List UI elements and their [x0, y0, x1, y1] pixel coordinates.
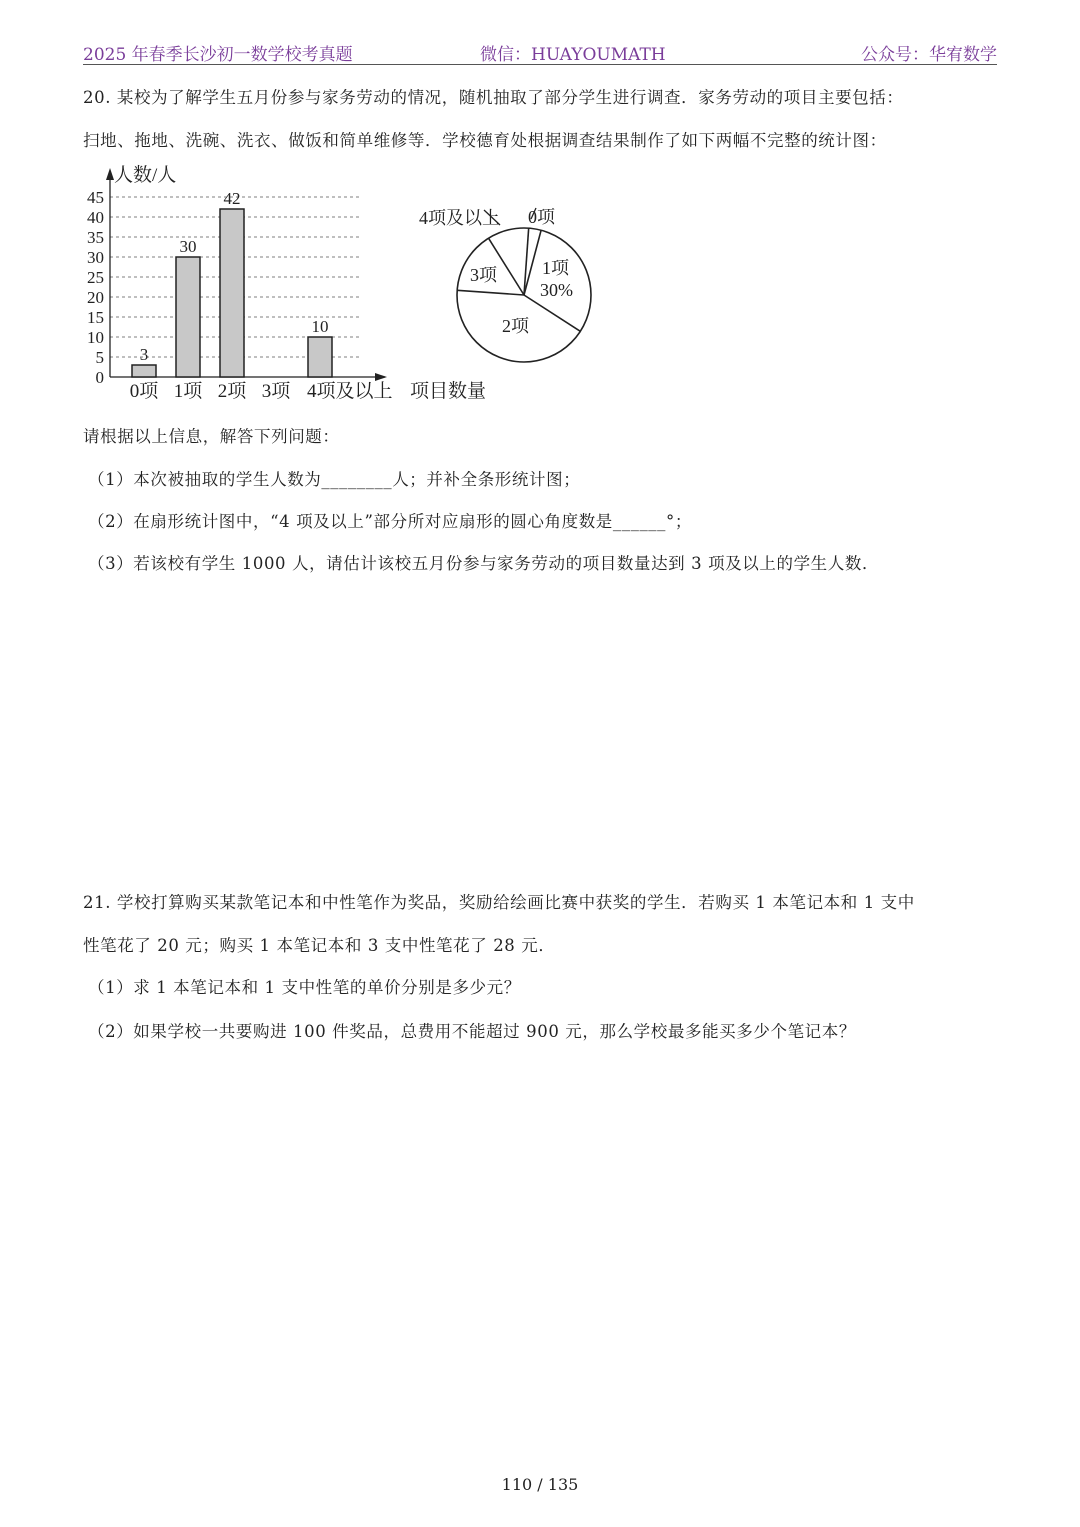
q21-part2: （2）如果学校一共要购进 100 件奖品，总费用不能超过 900 元，那么学校最多能买多少个笔记本？: [88, 1022, 856, 1041]
q20-part1: （1）本次被抽取的学生人数为________人；并补全条形统计图；: [88, 470, 581, 489]
bar: [176, 257, 200, 377]
pie-label: 0项: [528, 207, 555, 227]
y-tick-label: 0: [95, 368, 104, 387]
q21-line2: 性笔花了 20 元；购买 1 本笔记本和 3 支中性笔花了 28 元．: [83, 936, 556, 955]
header-wechat: 微信：HUAYOUMATH: [480, 45, 666, 65]
q20-part3: （3）若该校有学生 1000 人，请估计该校五月份参与家务劳动的项目数量达到 3 项及以上的学生人数．: [88, 554, 880, 573]
x-axis-arrow: [375, 373, 387, 381]
x-tick-label: 2项: [217, 381, 247, 402]
q21-part1: （1）求 1 本笔记本和 1 支中性笔的单价分别是多少元？: [88, 978, 521, 997]
x-axis-label: 项目数量: [410, 381, 487, 402]
q21-line1: 21. 学校打算购买某款笔记本和中性笔作为奖品，奖励给绘画比赛中获奖的学生．若购买 1 本笔记本和 1 支中: [83, 893, 915, 912]
y-tick-label: 15: [87, 308, 104, 327]
pie-label: 4项及以上: [419, 208, 500, 228]
y-tick-label: 5: [95, 348, 104, 367]
pie-chart: [410, 195, 610, 370]
y-axis-label: 人数/人: [114, 165, 177, 186]
q20-line1: 20. 某校为了解学生五月份参与家务劳动的情况，随机抽取了部分学生进行调查．家务劳动的项目主要包括：: [83, 88, 904, 107]
bar: [132, 365, 156, 377]
q20-part2: （2）在扇形统计图中，“4 项及以上”部分所对应扇形的圆心角度数是______°；: [88, 512, 692, 531]
y-tick-label: 25: [87, 268, 104, 287]
pie-label: 2项: [502, 316, 529, 336]
x-tick-label: 4项及以上: [307, 381, 393, 402]
y-tick-label: 40: [87, 208, 104, 227]
y-tick-label: 35: [87, 228, 104, 247]
pie-label: 1项: [542, 258, 569, 278]
pie-chart-svg: [410, 195, 610, 370]
q20-prompt: 请根据以上信息，解答下列问题：: [83, 427, 340, 446]
bar: [308, 337, 332, 377]
y-tick-label: 45: [87, 188, 104, 207]
header-account: 公众号：华宥数学: [861, 45, 997, 65]
x-tick-label: 3项: [261, 381, 291, 402]
x-tick-label: 0项: [129, 381, 159, 402]
bar-value-label: 3: [139, 345, 149, 364]
bar-value-label: 42: [223, 189, 241, 208]
y-axis-arrow: [106, 168, 114, 180]
header-title: 2025 年春季长沙初一数学校考真题: [83, 45, 353, 65]
y-tick-label: 10: [87, 328, 104, 347]
q20-line2: 扫地、拖地、洗碗、洗衣、做饭和简单维修等．学校德育处根据调查结果制作了如下两幅不完整的统计图：: [83, 131, 887, 150]
bar: [220, 209, 244, 377]
y-tick-label: 20: [87, 288, 104, 307]
pie-label: 30%: [540, 280, 573, 300]
y-tick-label: 30: [87, 248, 104, 267]
bar-value-label: 30: [179, 237, 197, 256]
bar-value-label: 10: [311, 317, 329, 336]
x-tick-label: 1项: [173, 381, 203, 402]
page-header: [83, 38, 997, 65]
page-number: 110 / 135: [501, 1475, 579, 1494]
pie-label: 3项: [470, 265, 497, 285]
